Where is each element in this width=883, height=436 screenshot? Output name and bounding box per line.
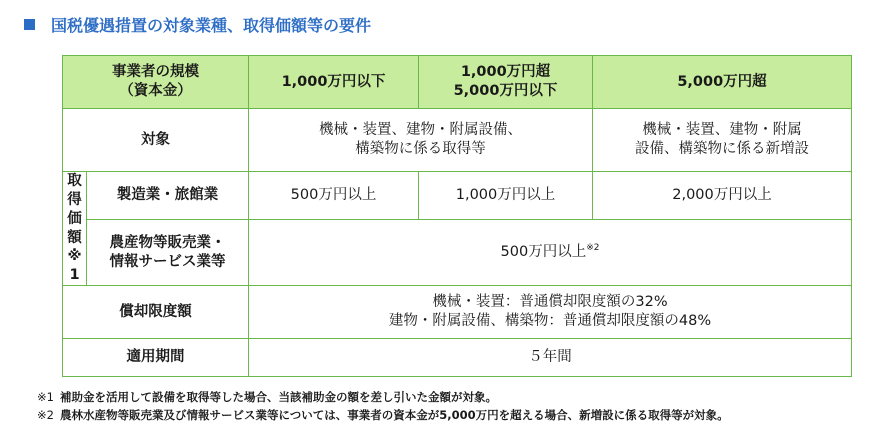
- vertical-char: 得: [67, 191, 82, 208]
- footnote-2: [37, 407, 729, 423]
- manufacturing-large: 2,000万円以上: [593, 172, 852, 220]
- acquisition-vertical-label: [63, 172, 87, 286]
- footnote-2-mark: ※2: [37, 408, 54, 422]
- vertical-char: ※: [67, 248, 82, 265]
- depreciation-label: 償却限度額: [63, 286, 249, 339]
- agri-row: [63, 220, 852, 286]
- agri-label-line1: 農産物等販売業・: [109, 234, 226, 251]
- header-scale-line1: 事業者の規模: [112, 64, 199, 81]
- square-bullet-icon: [24, 19, 35, 30]
- header-row: [63, 56, 852, 109]
- footnote-1-mark: ※1: [37, 390, 54, 404]
- target-large-line2: 設備、構築物に係る新増設: [635, 141, 809, 157]
- vertical-char: 価: [67, 210, 82, 227]
- header-col-medium-line1: 1,000万円超: [460, 64, 551, 81]
- agri-value: 500万円以上: [500, 244, 587, 261]
- header-col-small: 1,000万円以下: [249, 56, 419, 109]
- header-scale-cell: [63, 56, 249, 109]
- vertical-char: 額: [67, 229, 82, 246]
- footnote-1: [37, 389, 497, 405]
- agri-label-line2: 情報サービス業等: [109, 253, 226, 270]
- agri-value-cell: [249, 220, 852, 286]
- target-large-cell: [593, 109, 852, 172]
- agri-note-ref: ※2: [586, 243, 600, 254]
- depreciation-row: [63, 286, 852, 339]
- period-value: ５年間: [249, 339, 852, 377]
- target-small-line2: 構築物に係る取得等: [355, 141, 486, 157]
- manufacturing-medium: 1,000万円以上: [419, 172, 593, 220]
- vertical-char: 1: [69, 267, 80, 284]
- manufacturing-label: 製造業・旅館業: [87, 172, 249, 220]
- header-col-medium-line2: 5,000万円以下: [453, 83, 558, 99]
- target-large-line1: 機械・装置、建物・附属: [642, 122, 802, 139]
- footnote-2-text: 農林水産物等販売業及び情報サービス業等については、事業者の資本金が5,000万円を超える場合、新増設に係る取得等が対象。: [59, 408, 729, 422]
- period-label: 適用期間: [63, 339, 249, 377]
- period-row: [63, 339, 852, 377]
- page-title: [24, 12, 371, 36]
- page-title-text: 国税優遇措置の対象業種、取得価額等の要件: [51, 15, 372, 35]
- target-row: [63, 109, 852, 172]
- header-scale-line2: （資本金）: [119, 83, 192, 99]
- depreciation-line1: 機械・装置：普通償却限度額の32%: [432, 294, 668, 311]
- vertical-char: 取: [67, 173, 82, 189]
- header-col-large: 5,000万円超: [593, 56, 852, 109]
- depreciation-cell: [249, 286, 852, 339]
- header-col-medium: [419, 56, 593, 109]
- target-small-line1: 機械・装置、建物・附属設備、: [319, 122, 522, 139]
- target-small-cell: [249, 109, 593, 172]
- manufacturing-small: 500万円以上: [249, 172, 419, 220]
- footnote-1-text: 補助金を活用して設備を取得等した場合、当該補助金の額を差し引いた金額が対象。: [59, 390, 497, 404]
- requirements-table: [62, 55, 852, 377]
- depreciation-line2: 建物・附属設備、構築物：普通償却限度額の48%: [388, 313, 712, 330]
- manufacturing-row: [63, 172, 852, 220]
- agri-label: [87, 220, 249, 286]
- target-label: 対象: [63, 109, 249, 172]
